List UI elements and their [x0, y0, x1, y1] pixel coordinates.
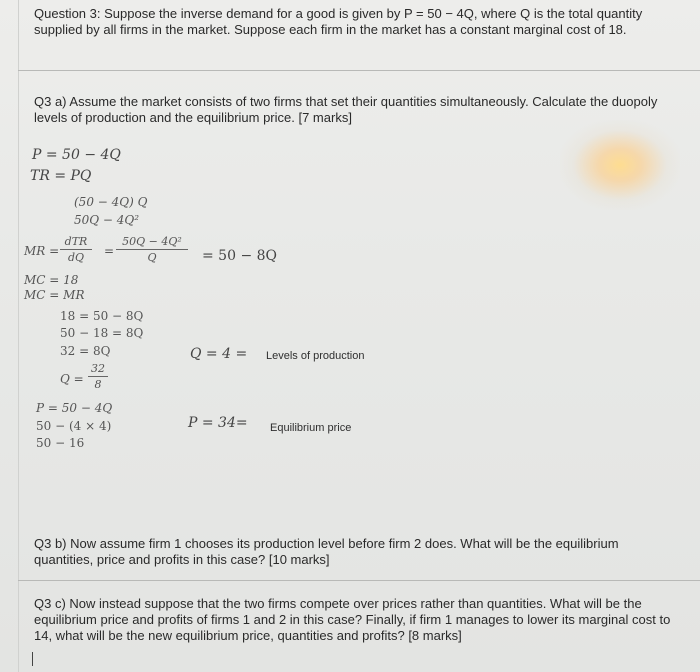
divider [18, 580, 700, 581]
fraction-bar [88, 376, 108, 377]
work-line-tr-simplified: 50Q − 4Q² [74, 213, 140, 227]
mr-derivative-fraction [60, 235, 92, 264]
q-denominator: 8 [94, 378, 102, 391]
work-line-demand: P = 50 − 4Q [32, 147, 121, 163]
work-line-solve-2: 50 − 18 = 8Q [60, 326, 144, 340]
q-result-note: Levels of production [266, 350, 365, 362]
work-line-solve-3: 32 = 8Q [60, 344, 111, 358]
work-line-tr-expand: (50 − 4Q) Q [74, 195, 148, 209]
mr-label: MR = [24, 244, 60, 258]
q-fraction [88, 362, 108, 391]
mr-ratio-numerator: 50Q − 4Q² [122, 235, 182, 248]
work-line-price-2: 50 − (4 × 4) [36, 419, 112, 433]
q-numerator: 32 [91, 362, 105, 375]
work-line-mc: MC = 18 [24, 273, 79, 287]
question-part-b: Q3 b) Now assume firm 1 chooses its production level before firm 2 does. What will be the equilibrium quantities, price and profits in this case? [10 marks] [34, 536, 619, 567]
equals-sign: = [104, 244, 115, 258]
question-part-c: Q3 c) Now instead suppose that the two firms compete over prices rather than quantities. What will be the equilibrium price and profits of firms 1 and 2 in this case? Finally, if firm 1 manages to lower its marginal cost to 14, what will be the new equilibrium price, quantities and profits? [8 marks] [34, 596, 671, 643]
mr-derivative-numerator: dTR [64, 235, 88, 248]
margin-line [18, 0, 19, 672]
question-part-a: Q3 a) Assume the market consists of two firms that set their quantities simultaneously. Calculate the duopoly levels of production and the equilibrium price. [7 marks] [34, 94, 658, 125]
mr-ratio-fraction [116, 235, 188, 264]
fraction-bar [60, 249, 92, 250]
work-line-price-1: P = 50 − 4Q [36, 401, 113, 415]
work-line-solve-1: 18 = 50 − 8Q [60, 309, 144, 323]
q-result: Q = 4 = [190, 346, 248, 362]
fraction-bar [116, 249, 188, 250]
work-line-mc-mr: MC = MR [24, 288, 85, 302]
p-result: P = 34= [188, 415, 248, 431]
p-result-note: Equilibrium price [270, 422, 352, 434]
light-glare [560, 120, 680, 210]
mr-derivative-denominator: dQ [67, 251, 85, 264]
question-intro: Question 3: Suppose the inverse demand for a good is given by P = 50 − 4Q, where Q is the total quantity supplied by all firms in the market. Suppose each firm in the market has a constant marginal cost of 18. [34, 6, 643, 37]
mr-ratio-denominator: Q [147, 251, 157, 264]
work-line-tr: TR = PQ [30, 168, 92, 184]
mr-result: = 50 − 8Q [202, 248, 278, 264]
text-cursor[interactable] [32, 652, 33, 666]
divider [18, 70, 700, 71]
work-line-price-3: 50 − 16 [36, 436, 85, 450]
q-label: Q = [60, 372, 84, 386]
